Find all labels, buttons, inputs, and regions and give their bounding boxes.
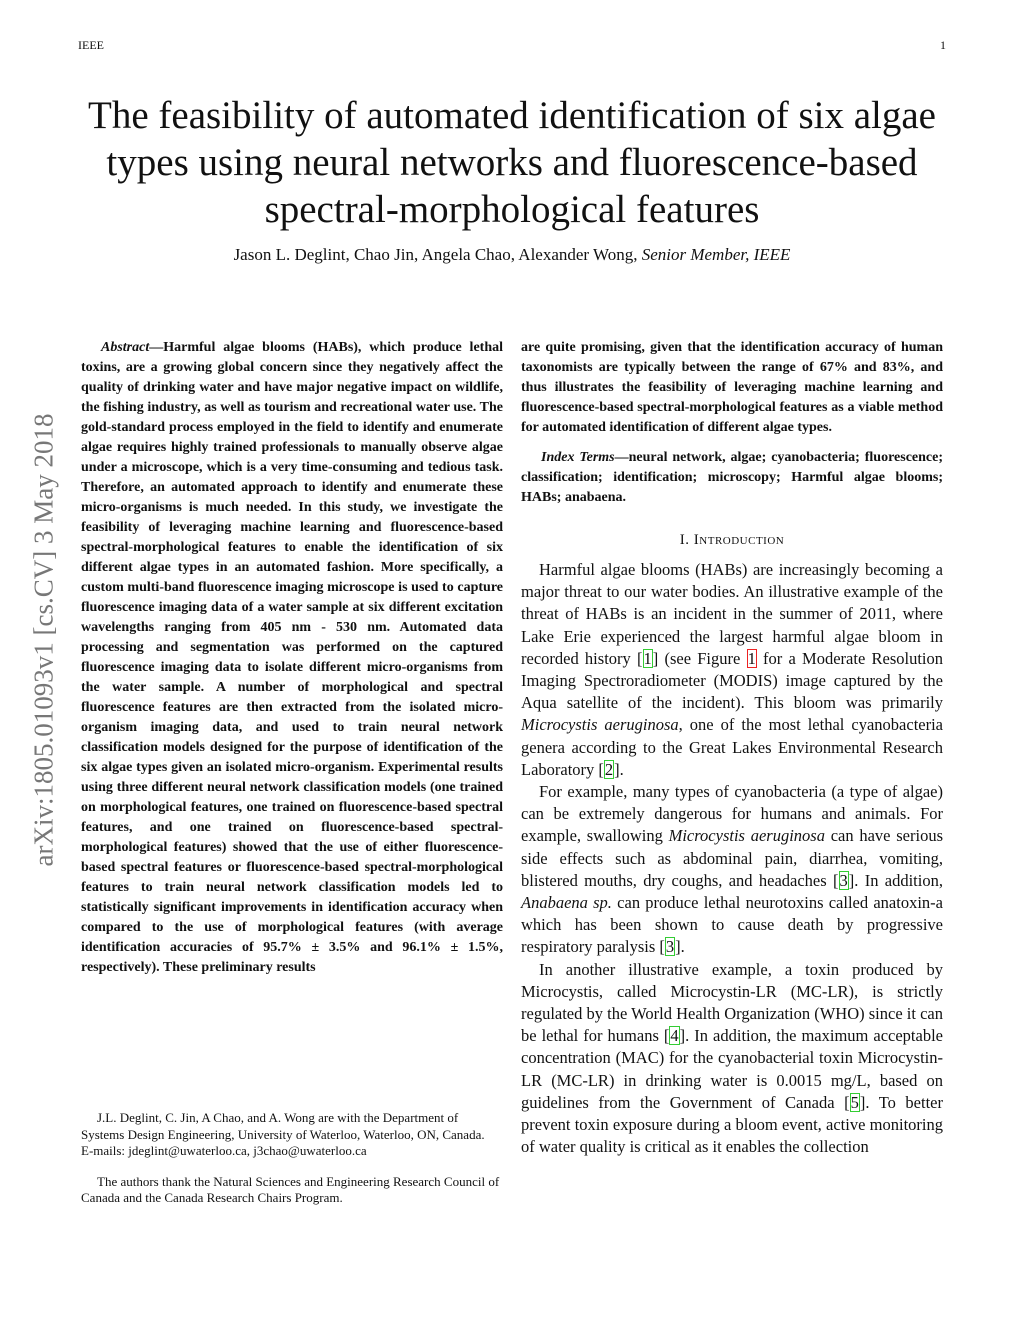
author-names: Jason L. Deglint, Chao Jin, Angela Chao, Alexander Wong,: [233, 245, 642, 264]
journal-name: IEEE: [78, 38, 104, 52]
figure-link[interactable]: 1: [747, 648, 756, 668]
author-list: [80, 245, 944, 265]
index-terms: [521, 448, 943, 508]
text-run: can produce lethal neurotoxins called anatoxin-a which has been shown to cause death by progressive respiratory paralysis [: [521, 893, 943, 957]
text-run: can have serious side effects such as abdominal pain, diarrhea, vomiting, blistered mouths, dry coughs, and headaches [: [521, 826, 943, 890]
text-run: ]. To better prevent toxin exposure during a bloom event, active monitoring of water quality is critical as it enables the collection: [521, 1092, 943, 1157]
footnote-emails: E-mails: jdeglint@uwaterloo.ca, j3chao@uwaterloo.ca: [81, 1143, 367, 1158]
footnote-acknowledgment: The authors thank the Natural Sciences and Engineering Research Council of Canada and the Canada Research Chairs Program.: [81, 1173, 500, 1205]
species-name: Microcystis aeruginosa: [521, 715, 679, 735]
running-header: [78, 38, 946, 58]
right-column: [521, 338, 943, 1158]
intro-paragraph-3: [521, 959, 943, 1159]
footnote-affiliation: J.L. Deglint, C. Jin, A Chao, and A. Wong are with the Department of Systems Design Engineering, University of Waterloo, Waterloo, ON, Canada.: [81, 1110, 485, 1142]
citation-link[interactable]: 5: [850, 1092, 859, 1112]
text-run: ] (see Figure: [652, 648, 747, 668]
text-run: Harmful algae blooms (HABs) are increasingly becoming a major threat to our water bodies. An illustrative example of the threat of HABs is an incident in the summer of 2011, where Lake Erie experienced the largest harmful algae bloom in recorded history [: [521, 560, 943, 668]
paper-title: The feasibility of automated identification of six algae types using neural networks and fluorescence-based spectral-morphological features: [88, 94, 936, 231]
intro-paragraph-2: [521, 781, 943, 959]
left-column: [81, 338, 503, 978]
text-run: ].: [614, 759, 624, 779]
section-number: I.: [679, 532, 694, 548]
citation-link[interactable]: 3: [665, 937, 675, 957]
abstract-label: Abstract: [101, 340, 150, 355]
text-run: ]. In addition, the maximum acceptable concentration (MAC) for the cyanobacterial toxin Microcystin-LR (MC-LR) in drinking water is 0.0015 mg/L, based on guidelines from the Government of Canada [: [521, 1026, 943, 1112]
text-run: For example, many types of cyanobacteria (a type of algae) can be extremely dangerous for humans and animals. For example, swallowing: [521, 782, 943, 846]
index-terms-text: —neural network, algae; cyanobacteria; fluorescence; classification; identification; microscopy; Harmful algae blooms; HABs; anabaena.: [521, 450, 943, 505]
abstract-continuation: are quite promising, given that the identification accuracy of human taxonomists are typically between the range of 67% and 83%, and thus illustrates the feasibility of leveraging machine learning and fluorescence-based spectral-morphological features as a viable method for automated identification of different algae types.: [521, 340, 943, 435]
author-membership: Senior Member, IEEE: [641, 245, 791, 264]
index-terms-label: Index Terms: [541, 450, 615, 465]
text-run: ]. In addition,: [848, 870, 943, 890]
section-heading: [521, 532, 943, 549]
abstract-text: —Harmful algae blooms (HABs), which produce lethal toxins, are a growing global concern since they negatively affect the quality of drinking water and have major negative impact on wildlife, the fishing industry, as well as tourism and recreational water use. The gold-standard process employed in the field to identify and enumerate algae requires highly trained professionals to manually observe algae under a microscope, which is a very time-consuming and tedious task. Therefore, an automated approach to identify and enumerate these micro-organisms is much needed. In this study, we investigate the feasibility of leveraging machine learning and fluorescence-based spectral-morphological features to enable the identification of six different algae types in an automated fashion. More specifically, a custom multi-band fluorescence imaging microscope is used to capture fluorescence imaging data of a water sample at six different excitation wavelengths ranging from 405 nm - 530 nm. Automated data processing and segmentation was performed on the captured fluorescence imaging data to isolate different micro-organisms from the water sample. A number of morphological and spectral fluorescence features are then extracted from the isolated micro-organism imaging data, and used to train neural network classification models designed for the purpose of identification of the six algae types given an isolated micro-organism. Experimental results using three different neural network classification models (one trained on morphological features, one trained on fluorescence-based spectral features, and one trained on fluorescence-based spectral-morphological features) showed that the use of either fluorescence-based spectral features or fluorescence-based spectral-morphological features to train neural network classification models led to statistically significant improvements in identification accuracy when compared to the use of morphological features (with average identification accuracies of 95.7% ± 3.5% and 96.1% ± 1.5%, respectively). These preliminary results: [81, 340, 503, 975]
citation-link[interactable]: 3: [839, 870, 848, 890]
intro-paragraph-1: [521, 559, 943, 781]
text-run: for a Moderate Resolution Imaging Spectroradiometer (MODIS) image captured by the Aqua satellite of the incident). This bloom was primarily: [521, 648, 943, 713]
footnotes: [81, 1110, 503, 1207]
citation-link[interactable]: 1: [643, 648, 652, 668]
page-number: 1: [940, 38, 946, 52]
abstract: [81, 338, 503, 978]
citation-link[interactable]: 4: [670, 1026, 679, 1046]
text-run: ].: [675, 937, 685, 957]
text-run: , one of the most lethal cyanobacteria genera according to the Great Lakes Environmental Research Laboratory [: [521, 715, 943, 779]
section-title: Introduction: [693, 532, 785, 548]
citation-link[interactable]: 2: [604, 759, 614, 779]
arxiv-identifier[interactable]: arXiv:1805.01093v1 [cs.CV] 3 May 2018: [28, 413, 59, 867]
species-name: Anabaena sp.: [521, 893, 612, 913]
species-name: Microcystis aeruginosa: [668, 826, 825, 846]
text-run: In another illustrative example, a toxin produced by Microcystis, called Microcystin-LR (MC-LR), is strictly regulated by the World Health Organization (WHO) since it can be lethal for humans [: [521, 959, 943, 1046]
